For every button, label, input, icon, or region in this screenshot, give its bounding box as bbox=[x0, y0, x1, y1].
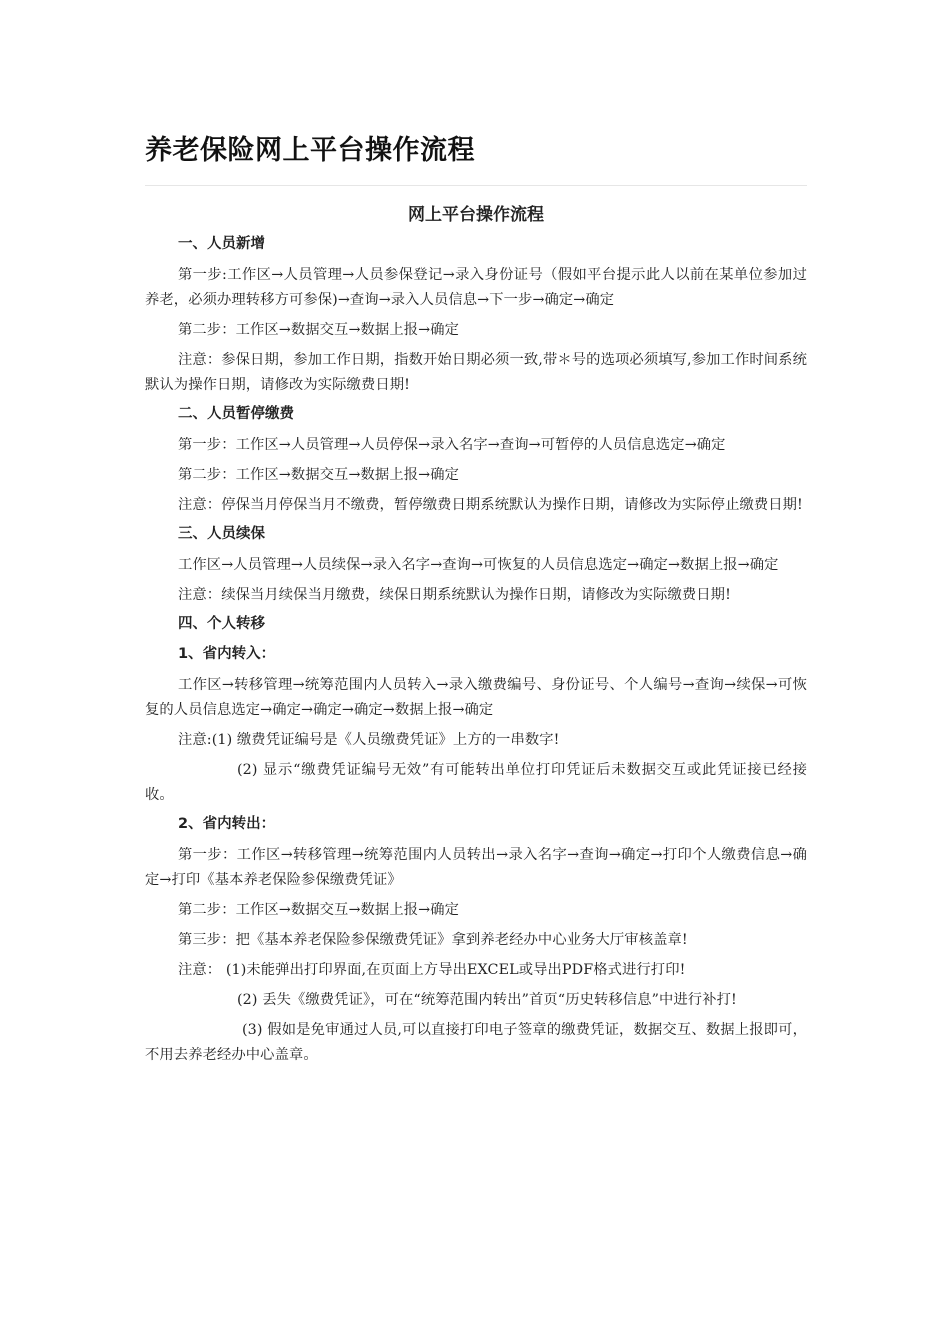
note-paragraph: 注意：续保当月续保当月缴费，续保日期系统默认为操作日期，请修改为实际缴费日期! bbox=[178, 587, 731, 603]
paragraph: 第一步：工作区→人员管理→人员停保→录入名字→查询→可暂停的人员信息选定→确定 bbox=[178, 437, 726, 453]
note-paragraph: 注意： (1)未能弹出打印界面,在页面上方导出EXCEL或导出PDF格式进行打印! bbox=[178, 962, 686, 978]
paragraph: 工作区→人员管理→人员续保→录入名字→查询→可恢复的人员信息选定→确定→数据上报→确定 bbox=[178, 557, 779, 573]
document-body bbox=[145, 202, 807, 1073]
subsection-heading: 2、省内转出： bbox=[178, 816, 276, 832]
paragraph: 第三步：把《基本养老保险参保缴费凭证》拿到养老经办中心业务大厅审核盖章! bbox=[178, 932, 688, 948]
note-paragraph: 注意:(1) 缴费凭证编号是《人员缴费凭证》上方的一串数字! bbox=[178, 732, 560, 748]
paragraph: 第一步：工作区→转移管理→统筹范围内人员转出→录入名字→查询→确定→打印个人缴费信息→确定→打印《基本养老保险参保缴费凭证》 bbox=[145, 847, 807, 888]
paragraph: 第二步：工作区→数据交互→数据上报→确定 bbox=[178, 322, 459, 338]
paragraph: 工作区→转移管理→统筹范围内人员转入→录入缴费编号、身份证号、个人编号→查询→续保→可恢复的人员信息选定→确定→确定→确定→数据上报→确定 bbox=[145, 677, 807, 718]
paragraph: 第二步：工作区→数据交互→数据上报→确定 bbox=[178, 902, 459, 918]
section-heading: 三、人员续保 bbox=[178, 526, 265, 542]
note-paragraph: 注意：停保当月停保当月不缴费，暂停缴费日期系统默认为操作日期，请修改为实际停止缴费日期! bbox=[178, 497, 803, 513]
section-heading: 一、人员新增 bbox=[178, 236, 265, 252]
page-title: 养老保险网上平台操作流程 bbox=[145, 135, 475, 166]
section-heading: 四、个人转移 bbox=[178, 616, 265, 632]
section-heading: 二、人员暂停缴费 bbox=[178, 406, 294, 422]
paragraph: 第二步：工作区→数据交互→数据上报→确定 bbox=[178, 467, 459, 483]
note-paragraph: 注意：参保日期，参加工作日期，指数开始日期必须一致,带＊号的选项必须填写,参加工作时间系统默认为操作日期，请修改为实际缴费日期! bbox=[145, 352, 807, 393]
title-divider bbox=[145, 185, 807, 186]
note-item: (2) 丢失《缴费凭证》，可在“统筹范围内转出”首页“历史转移信息”中进行补打! bbox=[237, 992, 737, 1008]
paragraph: 第一步:工作区→人员管理→人员参保登记→录入身份证号（假如平台提示此人以前在某单位参加过养老，必须办理转移方可参保)→查询→录入人员信息→下一步→确定→确定 bbox=[145, 267, 807, 308]
note-item: (2) 显示“缴费凭证编号无效”有可能转出单位打印凭证后未数据交互或此凭证接已经接收。 bbox=[145, 762, 807, 803]
note-item: (3) 假如是免审通过人员,可以直接打印电子签章的缴费凭证，数据交互、数据上报即可，不用去养老经办中心盖章。 bbox=[145, 1022, 807, 1063]
subsection-heading: 1、省内转入： bbox=[178, 646, 276, 662]
document-subtitle: 网上平台操作流程 bbox=[408, 205, 544, 225]
